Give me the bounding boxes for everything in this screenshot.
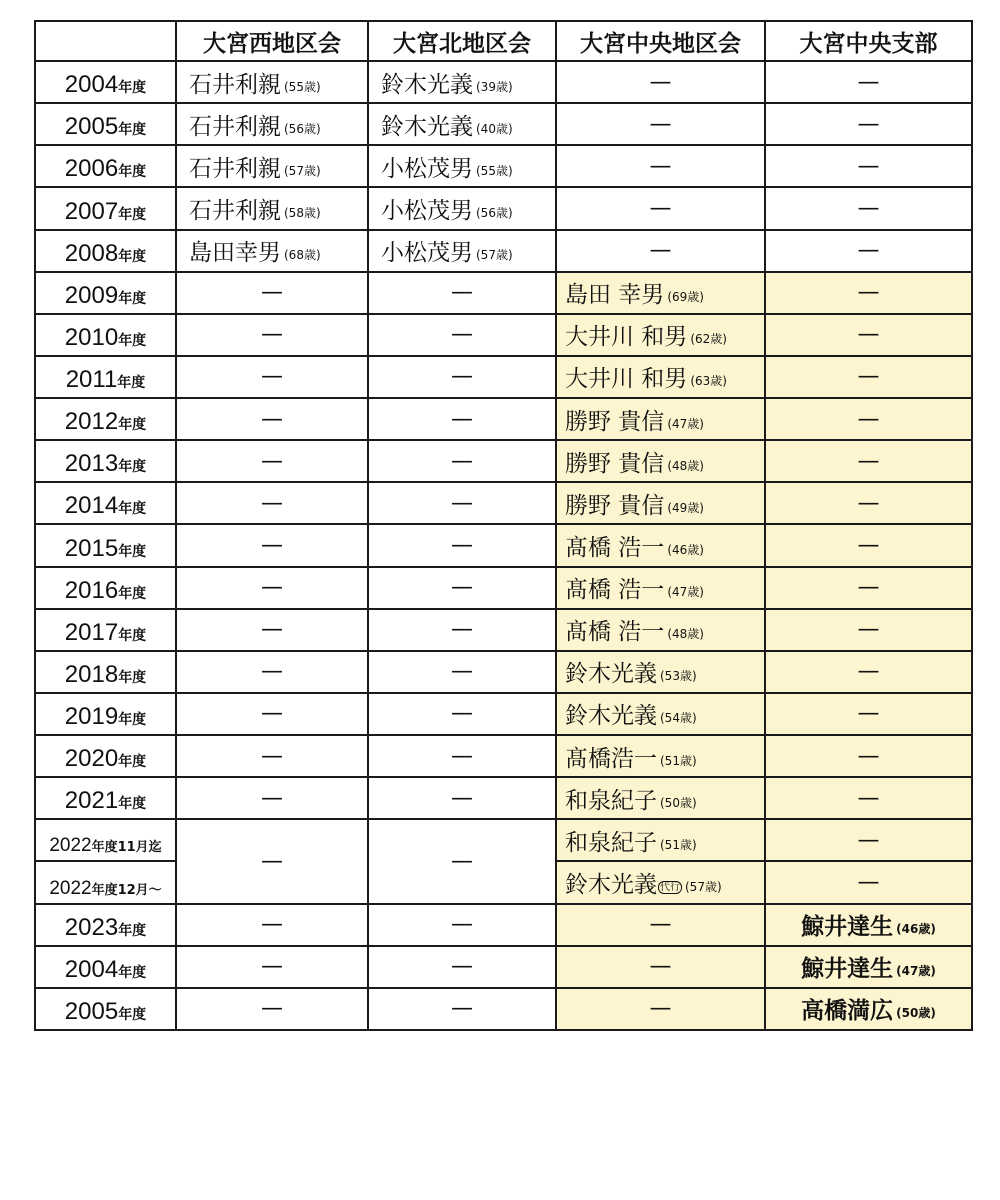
branch-dash: — bbox=[765, 819, 972, 861]
year-suffix: 年度 bbox=[117, 375, 146, 391]
year-number: 2020 bbox=[64, 745, 119, 773]
north-dash: — bbox=[368, 777, 556, 819]
year-cell bbox=[35, 272, 176, 314]
central-cell bbox=[556, 735, 765, 777]
table-row bbox=[35, 482, 972, 524]
north-dash: — bbox=[368, 609, 556, 651]
year-cell bbox=[35, 988, 176, 1030]
year-number: 2007 bbox=[64, 197, 119, 225]
west-dash: — bbox=[176, 567, 368, 609]
person-name: 小松茂男 bbox=[381, 240, 473, 267]
year-number: 2006 bbox=[64, 155, 119, 183]
person-age: (40歳) bbox=[476, 121, 513, 136]
table-row bbox=[35, 819, 972, 861]
table-row bbox=[35, 230, 972, 272]
year-cell bbox=[35, 145, 176, 187]
person-age: (55歳) bbox=[284, 79, 321, 94]
year-cell bbox=[35, 609, 176, 651]
person-age: (53歳) bbox=[660, 669, 697, 684]
north-dash: — bbox=[368, 524, 556, 566]
west-cell bbox=[176, 187, 368, 229]
west-dash: — bbox=[176, 819, 368, 903]
year-number: 2004 bbox=[64, 71, 119, 99]
year-suffix: 年度 bbox=[118, 417, 147, 434]
year-suffix: 年度 bbox=[118, 754, 147, 771]
year-suffix: 年度 bbox=[118, 290, 147, 307]
branch-cell bbox=[765, 946, 972, 988]
west-cell bbox=[176, 103, 368, 145]
header-north: 大宮北地区会 bbox=[368, 21, 556, 61]
year-number: 2015 bbox=[64, 534, 119, 562]
person-age: (50歳) bbox=[660, 795, 697, 810]
table-row bbox=[35, 440, 972, 482]
person-name: 勝野 貴信 bbox=[565, 450, 665, 477]
central-cell bbox=[556, 567, 765, 609]
west-dash: — bbox=[176, 693, 368, 735]
person-age: (56歳) bbox=[476, 205, 513, 220]
acting-tag: 代行 bbox=[660, 881, 680, 893]
branch-dash: — bbox=[765, 272, 972, 314]
officers-table bbox=[34, 20, 973, 1031]
person-name: 髙橋浩一 bbox=[565, 745, 657, 772]
central-cell bbox=[556, 524, 765, 566]
west-cell bbox=[176, 230, 368, 272]
west-dash: — bbox=[176, 398, 368, 440]
year-suffix: 年度 bbox=[118, 248, 147, 265]
year-suffix: 年度 bbox=[118, 543, 147, 560]
table-row bbox=[35, 946, 972, 988]
north-dash: — bbox=[368, 314, 556, 356]
table-row bbox=[35, 524, 972, 566]
north-dash: — bbox=[368, 904, 556, 946]
year-number: 2004 bbox=[64, 955, 119, 983]
central-dash: — bbox=[556, 187, 765, 229]
person-name: 鈴木光義 bbox=[565, 661, 657, 688]
year-cell bbox=[35, 567, 176, 609]
person-name: 和泉紀子 bbox=[565, 787, 657, 814]
person-age: (39歳) bbox=[476, 79, 513, 94]
branch-dash: — bbox=[765, 735, 972, 777]
central-cell bbox=[556, 861, 765, 903]
year-suffix: 年度 bbox=[118, 164, 147, 181]
table-row bbox=[35, 187, 972, 229]
year-number: 2010 bbox=[64, 323, 119, 351]
branch-dash: — bbox=[765, 861, 972, 903]
year-number: 2016 bbox=[64, 576, 119, 604]
central-dash: — bbox=[556, 988, 765, 1030]
north-dash: — bbox=[368, 356, 556, 398]
central-dash: — bbox=[556, 145, 765, 187]
year-number: 2011 bbox=[65, 366, 118, 393]
person-name: 勝野 貴信 bbox=[565, 492, 665, 519]
year-suffix: 年度 bbox=[118, 122, 147, 139]
central-dash: — bbox=[556, 103, 765, 145]
branch-dash: — bbox=[765, 693, 972, 735]
table-row bbox=[35, 567, 972, 609]
person-name: 石井利親 bbox=[189, 197, 281, 224]
table-row bbox=[35, 145, 972, 187]
year-cell bbox=[35, 61, 176, 103]
north-dash: — bbox=[368, 567, 556, 609]
year-cell bbox=[35, 777, 176, 819]
person-age: (68歳) bbox=[284, 248, 321, 263]
branch-dash: — bbox=[765, 356, 972, 398]
year-cell bbox=[35, 103, 176, 145]
north-cell bbox=[368, 103, 556, 145]
year-suffix: 年度12月～ bbox=[91, 882, 162, 898]
branch-dash: — bbox=[765, 482, 972, 524]
branch-dash: — bbox=[765, 145, 972, 187]
central-cell bbox=[556, 482, 765, 524]
year-cell bbox=[35, 946, 176, 988]
central-cell bbox=[556, 777, 765, 819]
central-cell bbox=[556, 819, 765, 861]
year-suffix: 年度 bbox=[118, 332, 147, 349]
central-cell bbox=[556, 440, 765, 482]
branch-dash: — bbox=[765, 651, 972, 693]
year-cell bbox=[35, 904, 176, 946]
north-dash: — bbox=[368, 440, 556, 482]
branch-dash: — bbox=[765, 440, 972, 482]
north-cell bbox=[368, 230, 556, 272]
table-row bbox=[35, 988, 972, 1030]
north-dash: — bbox=[368, 735, 556, 777]
year-number: 2022 bbox=[49, 835, 92, 857]
person-age: (49歳) bbox=[667, 500, 704, 515]
header-central: 大宮中央地区会 bbox=[556, 21, 765, 61]
year-cell bbox=[35, 524, 176, 566]
year-number: 2017 bbox=[64, 618, 119, 646]
year-cell bbox=[35, 230, 176, 272]
person-name: 鯨井達生 bbox=[801, 955, 894, 983]
person-name: 島田幸男 bbox=[189, 240, 281, 267]
table-row bbox=[35, 735, 972, 777]
branch-dash: — bbox=[765, 314, 972, 356]
north-dash: — bbox=[368, 946, 556, 988]
central-dash: — bbox=[556, 946, 765, 988]
year-suffix: 年度 bbox=[118, 206, 147, 223]
person-age: (48歳) bbox=[667, 458, 704, 473]
person-age: (58歳) bbox=[284, 205, 321, 220]
person-age: (46歳) bbox=[667, 542, 704, 557]
west-dash: — bbox=[176, 524, 368, 566]
west-dash: — bbox=[176, 272, 368, 314]
year-suffix: 年度 bbox=[118, 501, 147, 518]
person-age: (47歳) bbox=[667, 585, 704, 600]
central-cell bbox=[556, 272, 765, 314]
west-dash: — bbox=[176, 314, 368, 356]
north-cell bbox=[368, 187, 556, 229]
branch-cell bbox=[765, 904, 972, 946]
table-row bbox=[35, 398, 972, 440]
north-dash: — bbox=[368, 988, 556, 1030]
year-cell bbox=[35, 819, 176, 861]
branch-cell bbox=[765, 988, 972, 1030]
person-age: (57歳) bbox=[284, 163, 321, 178]
person-name: 石井利親 bbox=[189, 113, 281, 140]
person-name: 和泉紀子 bbox=[565, 829, 657, 856]
person-name: 島田 幸男 bbox=[565, 282, 665, 309]
year-cell bbox=[35, 440, 176, 482]
west-dash: — bbox=[176, 735, 368, 777]
person-name: 鈴木光義 bbox=[565, 871, 657, 898]
west-dash: — bbox=[176, 904, 368, 946]
person-name: 勝野 貴信 bbox=[565, 408, 665, 435]
central-cell bbox=[556, 398, 765, 440]
year-number: 2018 bbox=[64, 660, 119, 688]
person-name: 大井川 和男 bbox=[565, 366, 688, 393]
person-age: (69歳) bbox=[667, 290, 704, 305]
year-suffix: 年度 bbox=[118, 669, 147, 686]
person-age: (47歳) bbox=[667, 416, 704, 431]
person-name: 小松茂男 bbox=[381, 197, 473, 224]
west-dash: — bbox=[176, 651, 368, 693]
central-cell bbox=[556, 609, 765, 651]
person-age: (54歳) bbox=[660, 711, 697, 726]
branch-dash: — bbox=[765, 398, 972, 440]
central-dash: — bbox=[556, 230, 765, 272]
branch-dash: — bbox=[765, 103, 972, 145]
west-dash: — bbox=[176, 609, 368, 651]
central-cell bbox=[556, 356, 765, 398]
year-suffix: 年度 bbox=[118, 796, 147, 813]
central-cell bbox=[556, 314, 765, 356]
year-number: 2023 bbox=[64, 913, 119, 941]
table-row bbox=[35, 61, 972, 103]
person-age: (46歳) bbox=[896, 922, 936, 937]
table-row bbox=[35, 356, 972, 398]
year-number: 2012 bbox=[64, 408, 119, 436]
year-suffix: 年度 bbox=[118, 627, 147, 644]
branch-dash: — bbox=[765, 524, 972, 566]
branch-dash: — bbox=[765, 567, 972, 609]
table-row bbox=[35, 693, 972, 735]
person-name: 石井利親 bbox=[189, 155, 281, 182]
west-dash: — bbox=[176, 988, 368, 1030]
west-dash: — bbox=[176, 482, 368, 524]
person-age: (51歳) bbox=[660, 753, 697, 768]
header-corner bbox=[35, 21, 176, 61]
person-age: (56歳) bbox=[284, 121, 321, 136]
person-name: 小松茂男 bbox=[381, 155, 473, 182]
person-name: 髙橋 浩一 bbox=[565, 577, 665, 604]
year-cell bbox=[35, 651, 176, 693]
north-dash: — bbox=[368, 651, 556, 693]
year-number: 2013 bbox=[64, 450, 119, 478]
year-cell bbox=[35, 356, 176, 398]
year-suffix: 年度 bbox=[118, 712, 147, 728]
person-age: (48歳) bbox=[667, 627, 704, 642]
year-number: 2009 bbox=[64, 281, 119, 309]
person-age: (57歳) bbox=[685, 879, 722, 894]
year-number: 2005 bbox=[64, 998, 119, 1025]
year-number: 2022 bbox=[49, 877, 92, 899]
west-dash: — bbox=[176, 356, 368, 398]
year-suffix: 年度 bbox=[118, 922, 147, 939]
year-number: 2021 bbox=[64, 787, 119, 815]
person-name: 高橋満広 bbox=[801, 997, 894, 1025]
person-name: 髙橋 浩一 bbox=[565, 619, 665, 646]
branch-dash: — bbox=[765, 187, 972, 229]
person-age: (63歳) bbox=[690, 374, 727, 389]
table-body bbox=[35, 61, 972, 1030]
year-cell bbox=[35, 187, 176, 229]
north-cell bbox=[368, 61, 556, 103]
year-cell bbox=[35, 861, 176, 903]
year-suffix: 年度 bbox=[118, 585, 147, 602]
year-cell bbox=[35, 735, 176, 777]
person-age: (62歳) bbox=[690, 332, 727, 347]
north-dash: — bbox=[368, 819, 556, 903]
north-dash: — bbox=[368, 482, 556, 524]
year-suffix: 年度 bbox=[118, 80, 147, 97]
central-dash: — bbox=[556, 904, 765, 946]
header-row bbox=[35, 21, 972, 61]
branch-dash: — bbox=[765, 61, 972, 103]
table-row bbox=[35, 314, 972, 356]
table-row bbox=[35, 272, 972, 314]
year-suffix: 年度 bbox=[118, 1007, 147, 1023]
central-dash: — bbox=[556, 61, 765, 103]
west-dash: — bbox=[176, 777, 368, 819]
header-west: 大宮西地区会 bbox=[176, 21, 368, 61]
table-row bbox=[35, 103, 972, 145]
table-row bbox=[35, 777, 972, 819]
branch-dash: — bbox=[765, 777, 972, 819]
year-number: 2019 bbox=[64, 703, 119, 730]
person-name: 鯨井達生 bbox=[801, 913, 894, 941]
year-cell bbox=[35, 398, 176, 440]
person-name: 大井川 和男 bbox=[565, 324, 688, 351]
person-name: 鈴木光義 bbox=[381, 113, 473, 140]
year-number: 2008 bbox=[64, 239, 119, 267]
year-suffix: 年度 bbox=[118, 459, 147, 476]
north-dash: — bbox=[368, 272, 556, 314]
year-cell bbox=[35, 482, 176, 524]
person-age: (57歳) bbox=[476, 248, 513, 263]
person-age: (55歳) bbox=[476, 163, 513, 178]
branch-dash: — bbox=[765, 609, 972, 651]
north-cell bbox=[368, 145, 556, 187]
central-cell bbox=[556, 693, 765, 735]
year-suffix: 年度11月迄 bbox=[91, 840, 162, 856]
person-age: (50歳) bbox=[896, 1006, 936, 1021]
year-cell bbox=[35, 693, 176, 735]
central-cell bbox=[556, 651, 765, 693]
person-name: 石井利親 bbox=[189, 71, 281, 98]
person-age: (47歳) bbox=[896, 964, 936, 979]
table-row bbox=[35, 609, 972, 651]
branch-dash: — bbox=[765, 230, 972, 272]
west-cell bbox=[176, 61, 368, 103]
west-dash: — bbox=[176, 440, 368, 482]
north-dash: — bbox=[368, 693, 556, 735]
person-name: 髙橋 浩一 bbox=[565, 534, 665, 561]
person-age: (51歳) bbox=[660, 837, 697, 852]
header-branch: 大宮中央支部 bbox=[765, 21, 972, 61]
north-dash: — bbox=[368, 398, 556, 440]
year-cell bbox=[35, 314, 176, 356]
person-name: 鈴木光義 bbox=[381, 71, 473, 98]
west-cell bbox=[176, 145, 368, 187]
table-row bbox=[35, 651, 972, 693]
year-suffix: 年度 bbox=[118, 964, 147, 981]
west-dash: — bbox=[176, 946, 368, 988]
year-number: 2014 bbox=[64, 492, 119, 520]
year-number: 2005 bbox=[64, 113, 119, 141]
person-name: 鈴木光義 bbox=[565, 703, 657, 730]
table-row bbox=[35, 904, 972, 946]
